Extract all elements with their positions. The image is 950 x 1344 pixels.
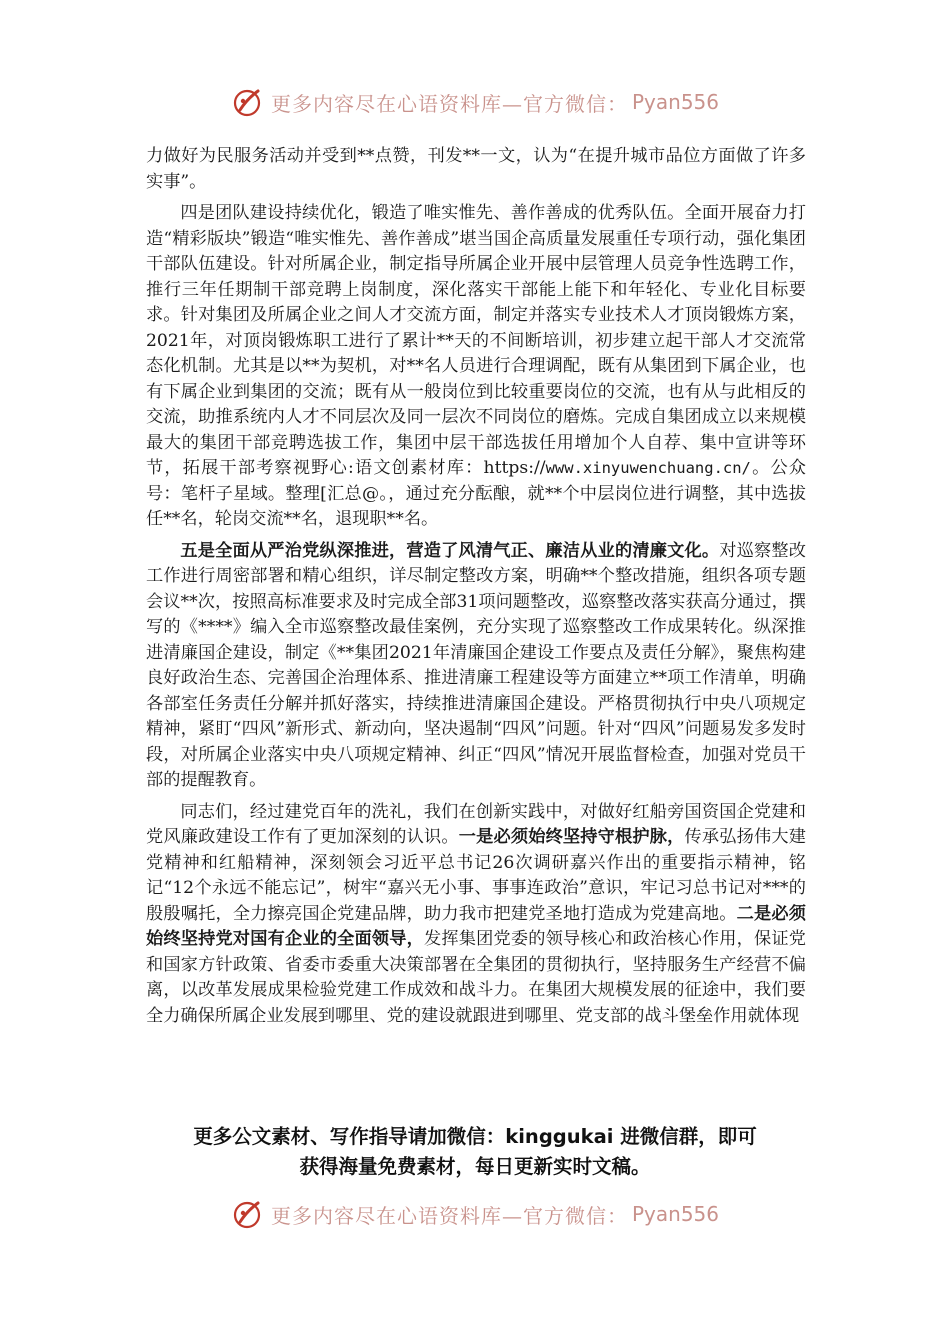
brush-logo-icon xyxy=(231,1197,265,1231)
document-body xyxy=(146,144,806,1029)
paragraph-continuation: 力做好为民服务活动并受到**点赞，刊发**一文，认为“在提升城市品位方面做了许多实事”。 xyxy=(146,146,806,192)
source-url: www.xinyuwenchuang.cn/ xyxy=(545,459,751,477)
paragraph-heading: 二是必须始终坚持党对国有企业的全面领导， xyxy=(146,903,806,949)
paragraph-party-discipline xyxy=(146,539,806,794)
paragraph-text: 发挥集团党委的领导核心和政治核心作用，保证党和国家方针政策、省委市委重大决策部署在全集团的贯彻执行，坚持服务生产经营不偏离，以改革发展成果检验党建工作成效和战斗力。在集团大规模发展的征途中，我们要全力确保所属企业发展到哪里、党的建设就跟进到哪里、党支部的战斗堡垒作用就体现 xyxy=(146,929,806,1026)
paragraph-heading: 五是全面从严治党纵深推进，营造了风清气正、廉洁从业的清廉文化。 xyxy=(180,540,720,561)
footer-banner xyxy=(0,1194,950,1234)
paragraph-comrades xyxy=(146,800,806,1030)
banner-text: 更多内容尽在心语资料库—官方微信： xyxy=(270,91,628,116)
paragraph-heading: 一是必须始终坚持守根护脉， xyxy=(458,827,685,847)
paragraph-team-building xyxy=(146,201,806,533)
banner-wechat-id: Pyan556 xyxy=(631,90,719,114)
promo-notice xyxy=(140,1122,810,1182)
brush-logo-icon xyxy=(231,85,265,119)
paragraph-text: 对巡察整改工作进行周密部署和精心组织，详尽制定整改方案，明确**个整改措施，组织各项专题会议**次，按照高标准要求及时完成全部31项问题整改，巡察整改落实获高分通过，撰写的《****》编入全市巡察整改最佳案例，充分实现了巡察整改工作成果转化。纵深推进清廉国企建设，制定《**集团2021年清廉国企建设工作要点及责任分解》，聚焦构建良好政治生态、完善国企治理体系、推进清廉工程建设等方面建立**项工作清单，明确各部室任务责任分解并抓好落实，持续推进清廉国企建设。严格贯彻执行中央八项规定精神，紧盯“四风”新形式、新动向，坚决遏制“四风”问题。针对“四风”问题易发多发时段，对所属企业落实中央八项规定精神、纠正“四风”情况开展监督检查，加强对党员干部的提醒教育。 xyxy=(146,540,806,790)
promo-line: 获得海量免费素材，每日更新实时文稿。 xyxy=(299,1155,651,1178)
header-banner xyxy=(0,82,950,122)
banner-text: 更多内容尽在心语资料库—官方微信： xyxy=(270,1203,628,1228)
paragraph-text: 同志们，经过建党百年的洗礼，我们在创新实践中，对做好红船旁国资国企党建和党风廉政建设工作有了更加深刻的认识。 xyxy=(146,801,806,847)
banner-wechat-id: Pyan556 xyxy=(631,1202,719,1226)
promo-line: 更多公文素材、写作指导请加微信：kinggukai 进微信群，即可 xyxy=(193,1125,757,1148)
paragraph-text: 。公众号：笔杆子星域。整理[汇总@。，通过充分酝酿，就**个中层岗位进行调整，其中选拔任**名，轮岗交流**名，退现职**名。 xyxy=(146,458,806,529)
paragraph-text: 传承弘扬伟大建党精神和红船精神，深刻领会习近平总书记26次调研嘉兴作出的重要指示精神，铭记“12个永远不能忘记”，树牢“嘉兴无小事、事事连政治”意识，牢记习总书记对***的殷殷嘱托，全力擦亮国企党建品牌，助力我市把建党圣地打造成为党建高地。 xyxy=(146,827,806,924)
paragraph-text: 四是团队建设持续优化，锻造了唯实惟先、善作善成的优秀队伍。全面开展奋力打造“精彩版块”锻造“唯实惟先、善作善成”堪当国企高质量发展重任专项行动，强化集团干部队伍建设。针对所属企业，制定指导所属企业开展中层管理人员竞争性选聘工作，推行三年任期制干部竞聘上岗制度，深化落实干部能上能下和年轻化、专业化目标要求。针对集团及所属企业之间人才交流方面，制定并落实专业技术人才顶岗锻炼方案，2021年，对顶岗锻炼职工进行了累计**天的不间断培训，初步建立起干部人才交流常态化机制。尤其是以**为契机，对**名人员进行合理调配，既有从集团到下属企业，也有下属企业到集团的交流；既有从一般岗位到比较重要岗位的交流，也有从与此相反的交流，助推系统内人才不同层次及同一层次不同岗位的磨炼。完成自集团成立以来规模最大的集团干部竞聘选拔工作，集团中层干部选拔任用增加个人自荐、集中宣讲等环节，拓展干部考察视野心:语文创素材库：https:// xyxy=(146,203,806,478)
